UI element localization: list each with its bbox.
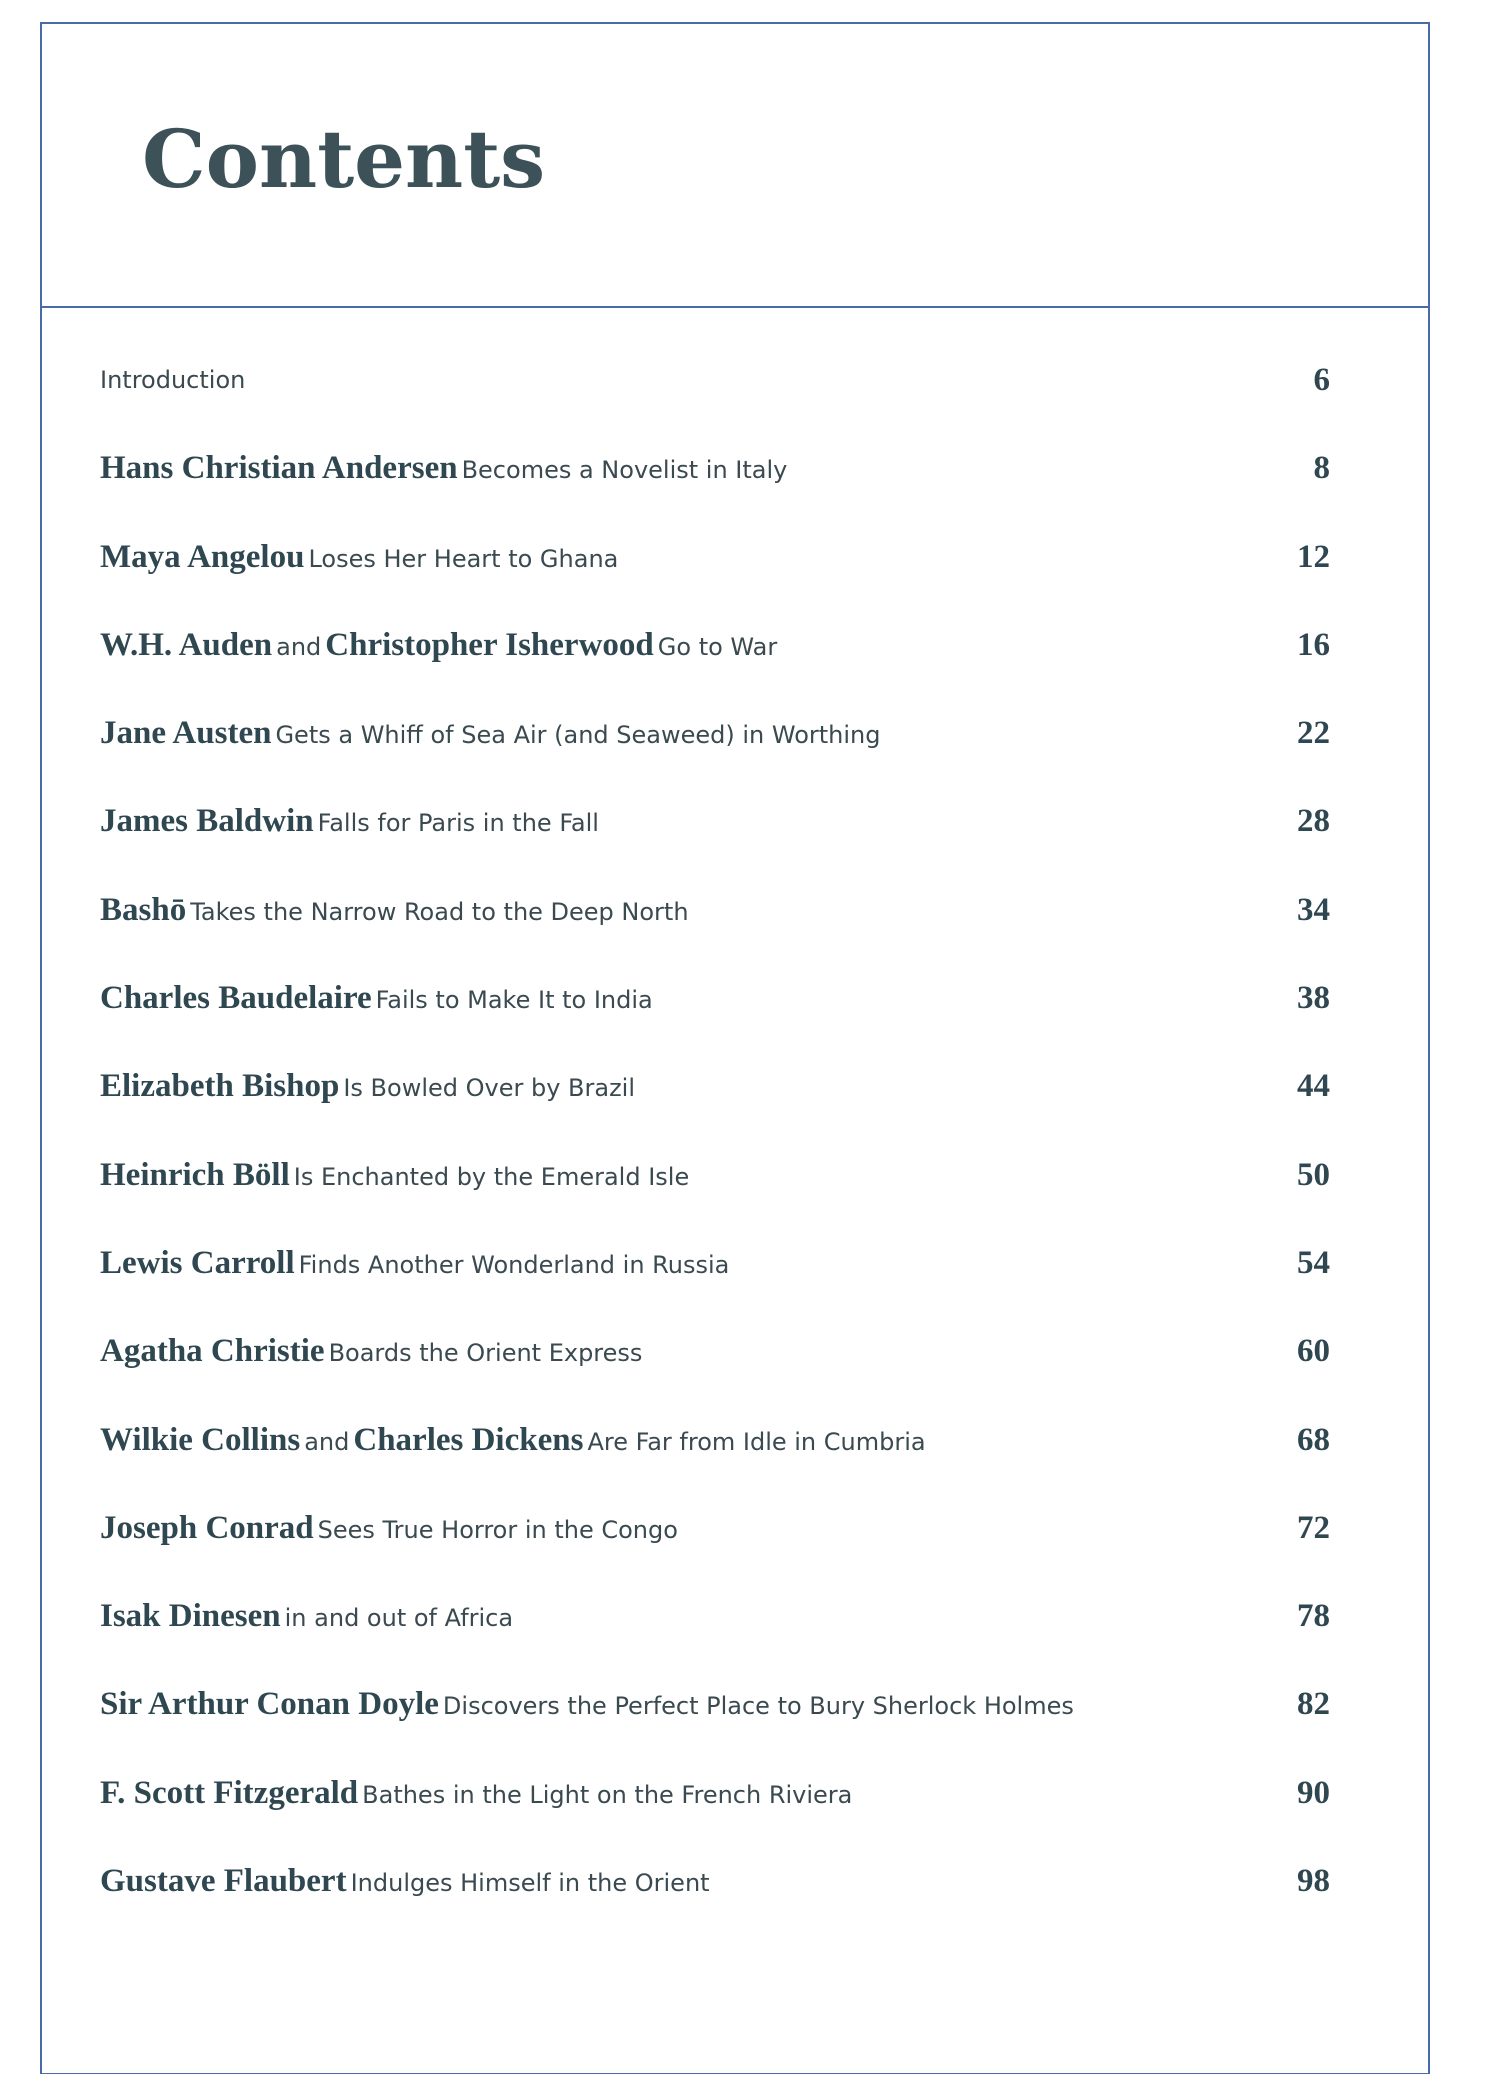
author-name: Gustave Flaubert <box>100 1863 347 1900</box>
author-name: Sir Arthur Conan Doyle <box>100 1686 439 1723</box>
author-name: Isak Dinesen <box>100 1598 281 1635</box>
toc-entry[interactable] <box>100 791 1330 879</box>
page-number: 98 <box>1297 1863 1330 1900</box>
author-name: Agatha Christie <box>100 1333 325 1370</box>
toc-entry[interactable] <box>100 880 1330 968</box>
page-number: 6 <box>1313 362 1330 398</box>
toc-entry[interactable] <box>100 1674 1330 1762</box>
page-number: 72 <box>1297 1509 1330 1546</box>
joiner-text: and <box>304 1427 350 1456</box>
page-number: 60 <box>1297 1333 1330 1370</box>
author-name: Wilkie Collins <box>100 1421 301 1458</box>
author-name-second: Christopher Isherwood <box>325 626 654 663</box>
page-number: 38 <box>1297 980 1330 1017</box>
toc-entry[interactable] <box>100 1321 1330 1409</box>
toc-entry[interactable] <box>100 1851 1330 1939</box>
page-number: 8 <box>1313 450 1330 487</box>
author-name: Lewis Carroll <box>100 1244 295 1281</box>
author-name: Bashō <box>100 891 187 928</box>
author-name-second: Charles Dickens <box>353 1421 584 1458</box>
author-name: James Baldwin <box>100 803 314 840</box>
page-title: Contents <box>142 112 546 206</box>
author-name: W.H. Auden <box>100 626 273 663</box>
author-name: Joseph Conrad <box>100 1509 314 1546</box>
chapter-description: Takes the Narrow Road to the Deep North <box>190 897 689 926</box>
page-number: 28 <box>1297 803 1330 840</box>
toc-entry[interactable] <box>100 615 1330 703</box>
toc-entry-introduction[interactable] <box>100 350 1330 438</box>
toc-entry[interactable] <box>100 527 1330 615</box>
page-number: 54 <box>1297 1244 1330 1281</box>
toc-entry[interactable] <box>100 1233 1330 1321</box>
chapter-description: Loses Her Heart to Ghana <box>308 544 619 573</box>
author-name: Hans Christian Andersen <box>100 450 458 487</box>
chapter-description: Falls for Paris in the Fall <box>317 809 599 838</box>
page-number: 90 <box>1297 1774 1330 1811</box>
page-number: 34 <box>1297 891 1330 928</box>
chapter-description: Sees True Horror in the Congo <box>317 1515 678 1544</box>
author-name: Maya Angelou <box>100 538 305 575</box>
page-number: 50 <box>1297 1156 1330 1193</box>
chapter-description: Go to War <box>657 632 778 661</box>
chapter-description: Fails to Make It to India <box>375 986 653 1015</box>
toc-entry[interactable] <box>100 1410 1330 1498</box>
chapter-description: Boards the Orient Express <box>328 1339 643 1368</box>
page-number: 78 <box>1297 1598 1330 1635</box>
toc-entry[interactable] <box>100 1763 1330 1851</box>
toc-entry[interactable] <box>100 1145 1330 1233</box>
chapter-description: Indulges Himself in the Orient <box>350 1869 710 1898</box>
toc-entry[interactable] <box>100 1056 1330 1144</box>
chapter-description: Is Enchanted by the Emerald Isle <box>293 1162 690 1191</box>
entry-title: Introduction <box>100 366 246 394</box>
toc-entry[interactable] <box>100 968 1330 1056</box>
chapter-description: Finds Another Wonderland in Russia <box>298 1250 730 1279</box>
page-number: 22 <box>1297 715 1330 752</box>
chapter-description: Bathes in the Light on the French Riviera <box>362 1780 853 1809</box>
toc-entry[interactable] <box>100 1586 1330 1674</box>
toc-entry[interactable] <box>100 703 1330 791</box>
page-number: 44 <box>1297 1068 1330 1105</box>
page-number: 16 <box>1297 626 1330 663</box>
joiner-text: and <box>276 632 322 661</box>
author-name: Elizabeth Bishop <box>100 1068 340 1105</box>
chapter-description: Gets a Whiff of Sea Air (and Seaweed) in Worthing <box>275 721 881 750</box>
title-box <box>42 24 1428 308</box>
chapter-description: Discovers the Perfect Place to Bury Sherlock Holmes <box>442 1692 1074 1721</box>
chapter-description: Is Bowled Over by Brazil <box>343 1074 636 1103</box>
chapter-description: Becomes a Novelist in Italy <box>461 456 788 485</box>
toc-entry[interactable] <box>100 438 1330 526</box>
author-name: Jane Austen <box>100 715 272 752</box>
chapter-description: Are Far from Idle in Cumbria <box>587 1427 926 1456</box>
page-number: 82 <box>1297 1686 1330 1723</box>
table-of-contents <box>100 350 1330 1939</box>
page-number: 12 <box>1297 538 1330 575</box>
author-name: Charles Baudelaire <box>100 980 372 1017</box>
author-name: F. Scott Fitzgerald <box>100 1774 359 1811</box>
toc-entry[interactable] <box>100 1498 1330 1586</box>
author-name: Heinrich Böll <box>100 1156 290 1193</box>
chapter-description: in and out of Africa <box>284 1604 514 1633</box>
page-number: 68 <box>1297 1421 1330 1458</box>
